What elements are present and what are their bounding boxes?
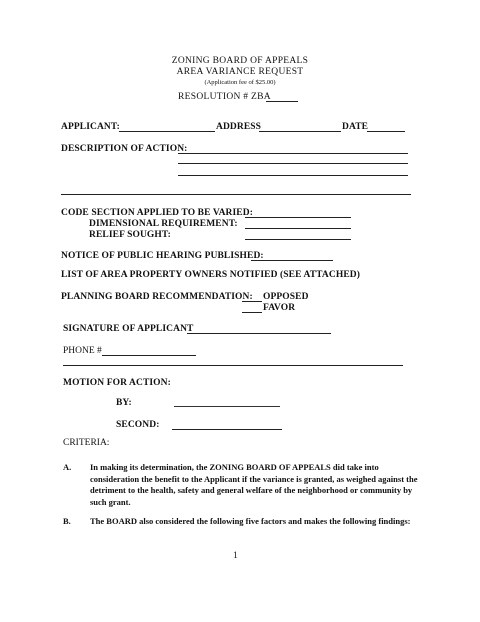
criteria-b-marker: B. xyxy=(63,516,71,526)
favor-label: FAVOR xyxy=(263,303,296,313)
page-number: 1 xyxy=(233,551,238,561)
address-label: ADDRESS xyxy=(216,122,262,132)
second-field[interactable] xyxy=(172,429,282,430)
applicant-label: APPLICANT: xyxy=(61,122,120,132)
dimensional-label: DIMENSIONAL REQUIREMENT: xyxy=(89,219,238,229)
fee-note: (Application fee of $25.00) xyxy=(204,79,276,86)
criteria-a-marker: A. xyxy=(63,462,72,472)
resolution-label: RESOLUTION # ZBA xyxy=(178,92,271,102)
description-line-2[interactable] xyxy=(178,163,408,164)
relief-label: RELIEF SOUGHT: xyxy=(89,230,171,240)
owners-label: LIST OF AREA PROPERTY OWNERS NOTIFIED (SEE ATTACHED) xyxy=(61,270,360,280)
date-field[interactable] xyxy=(367,131,405,132)
favor-field[interactable] xyxy=(242,312,262,313)
criteria-heading: CRITERIA: xyxy=(63,438,110,448)
by-field[interactable] xyxy=(174,406,280,407)
notice-field[interactable] xyxy=(251,260,333,261)
second-label: SECOND: xyxy=(116,420,160,430)
description-line-3[interactable] xyxy=(178,175,408,176)
phone-field[interactable] xyxy=(102,355,196,356)
date-label: DATE xyxy=(342,122,369,132)
signature-field[interactable] xyxy=(187,333,331,334)
phone-label: PHONE # xyxy=(63,346,102,356)
opposed-field[interactable] xyxy=(242,301,262,302)
description-label: DESCRIPTION OF ACTION: xyxy=(61,144,188,154)
form-subtitle: AREA VARIANCE REQUEST xyxy=(176,67,304,77)
motion-label: MOTION FOR ACTION: xyxy=(63,378,171,388)
form-title: ZONING BOARD OF APPEALS xyxy=(171,56,309,66)
applicant-field[interactable] xyxy=(119,131,215,132)
by-label: BY: xyxy=(116,398,132,408)
code-section-field[interactable] xyxy=(245,217,351,218)
criteria-a-text: In making its determination, the ZONING BOARD OF APPEALS did take into consideration the benefit to the Applicant if the variance is granted, as weighed against the detriment to the health, safety and general welfare of the neighborhood or community by such grant. xyxy=(90,462,418,507)
address-field[interactable] xyxy=(259,131,341,132)
description-line-1[interactable] xyxy=(178,153,408,154)
code-section-label: CODE SECTION APPLIED TO BE VARIED: xyxy=(61,208,253,218)
planning-label: PLANNING BOARD RECOMMENDATION: xyxy=(61,292,253,302)
criteria-b-text: The BOARD also considered the following five factors and makes the following findings: xyxy=(90,516,411,526)
description-line-4[interactable] xyxy=(61,194,411,195)
separator-line xyxy=(63,365,403,366)
relief-field[interactable] xyxy=(245,239,351,240)
opposed-label: OPPOSED xyxy=(263,292,309,302)
signature-label: SIGNATURE OF APPLICANT xyxy=(63,324,194,334)
dimensional-field[interactable] xyxy=(245,228,351,229)
notice-label: NOTICE OF PUBLIC HEARING PUBLISHED: xyxy=(61,251,264,261)
resolution-field[interactable] xyxy=(266,101,298,102)
